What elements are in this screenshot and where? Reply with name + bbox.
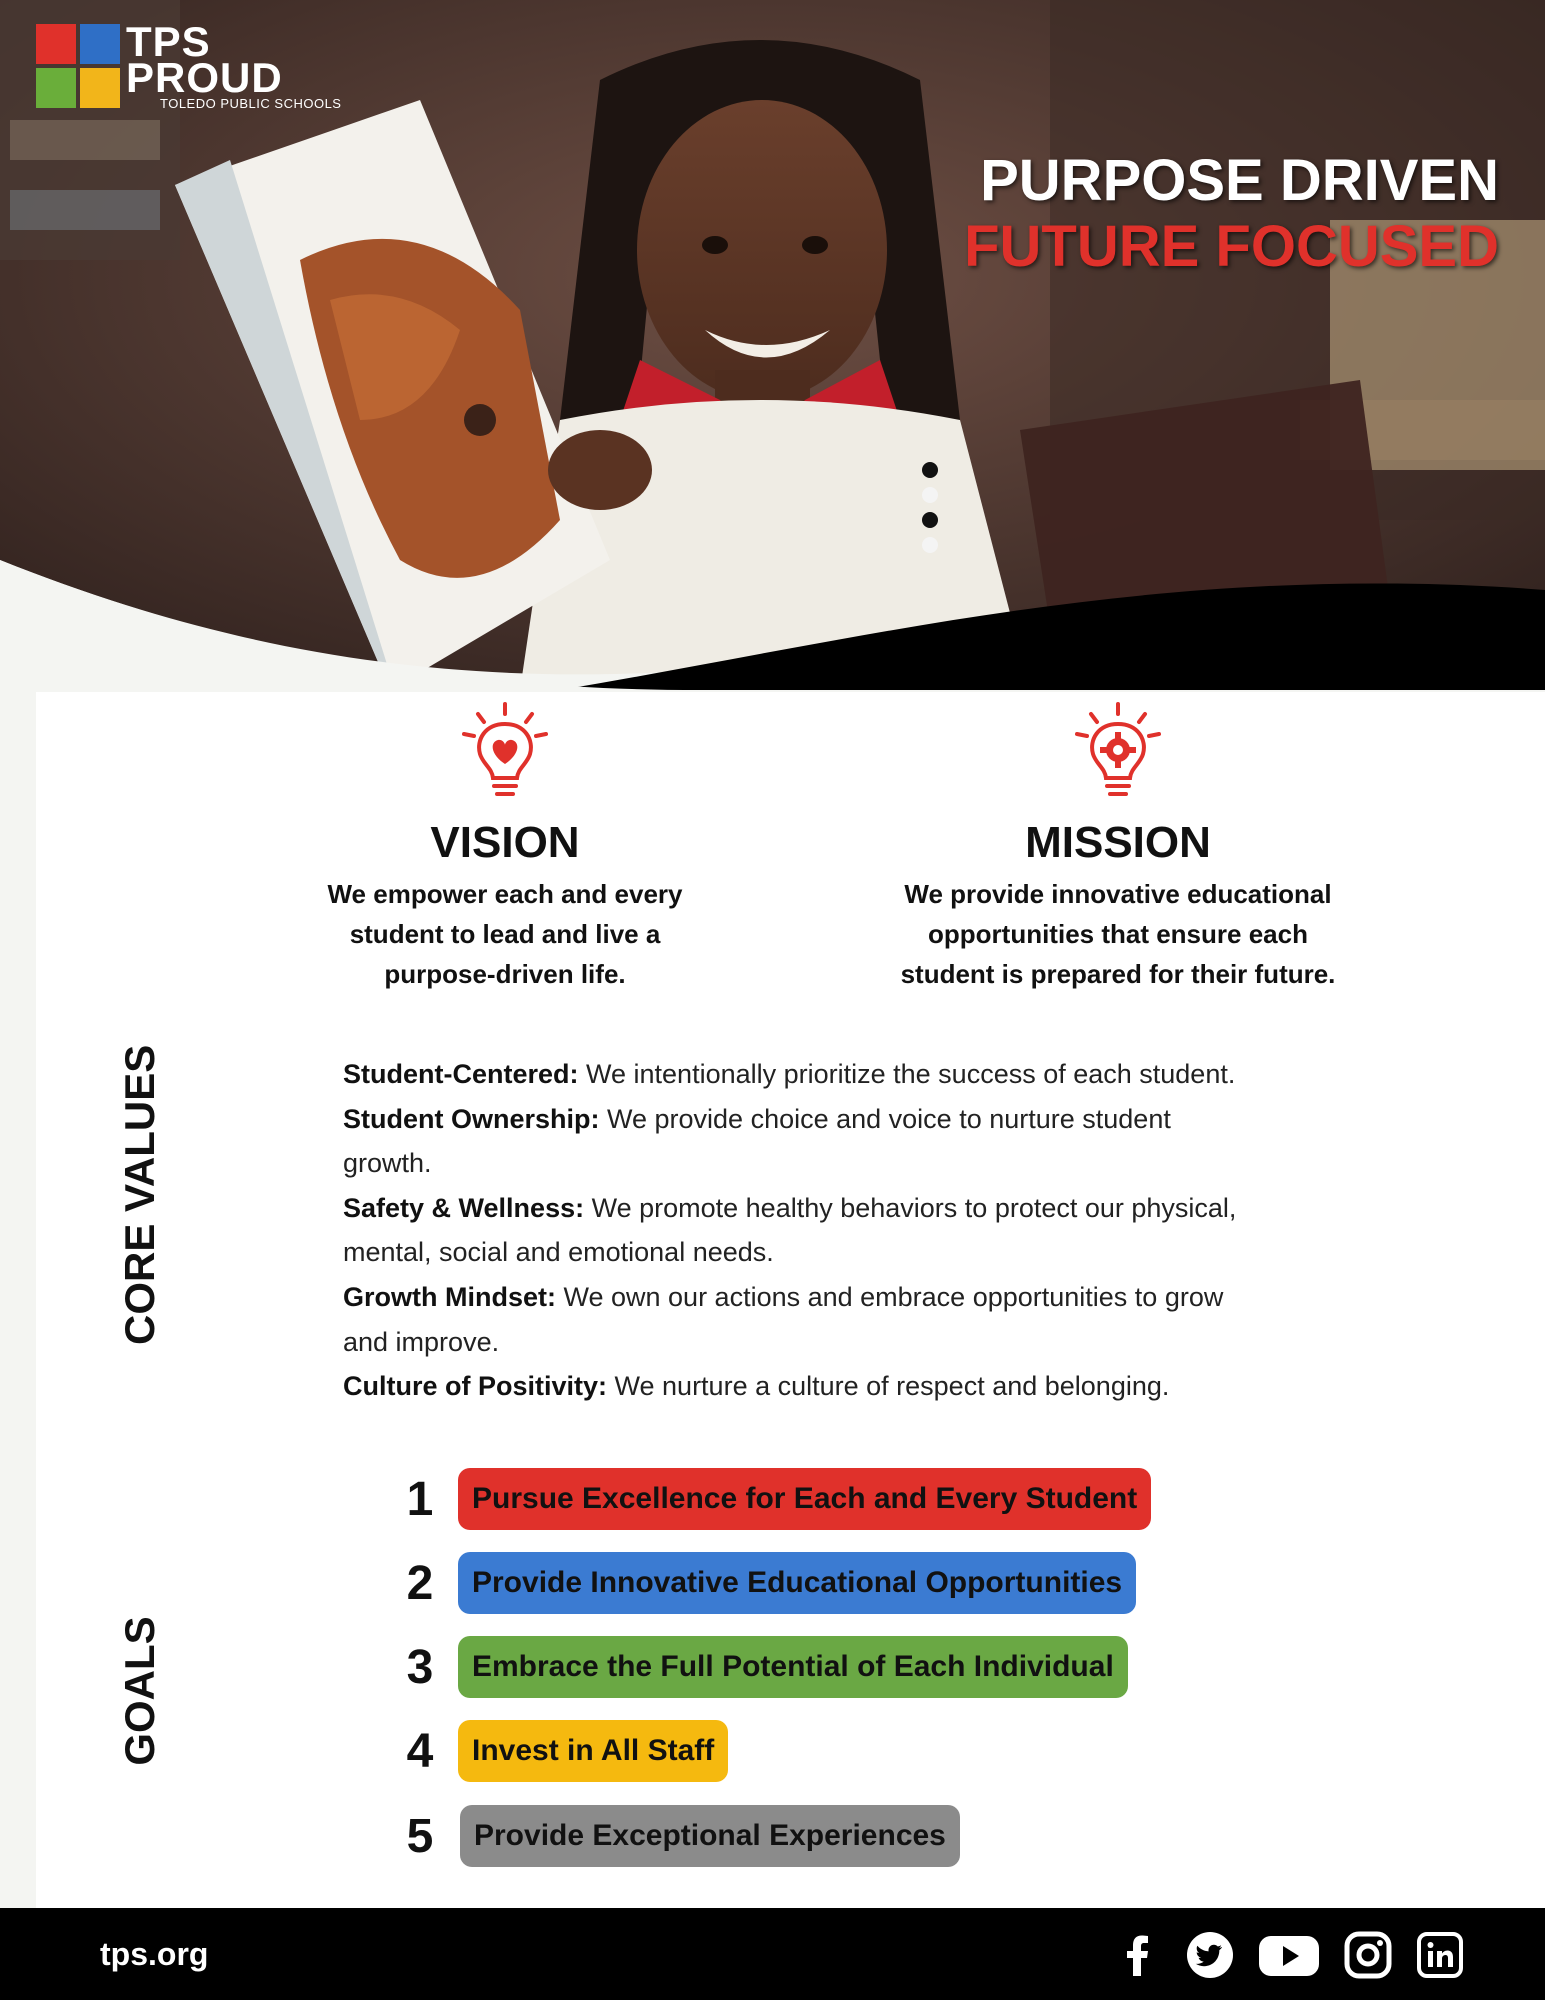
mission-title: MISSION xyxy=(1025,818,1211,867)
goals-heading: GOALS xyxy=(116,1616,163,1766)
core-value-term: Safety & Wellness: xyxy=(343,1192,585,1223)
lightbulb-heart-icon xyxy=(460,702,550,802)
linkedin-icon[interactable] xyxy=(1415,1930,1465,1980)
logo-tiles xyxy=(36,24,120,108)
core-value-desc: We nurture a culture of respect and belonging. xyxy=(607,1371,1170,1402)
tagline-line-1: PURPOSE DRIVEN xyxy=(980,148,1499,213)
facebook-icon[interactable] xyxy=(1113,1930,1163,1980)
core-value-term: Culture of Positivity: xyxy=(343,1371,608,1402)
goal-number: 2 xyxy=(406,1557,434,1610)
logo-line-2: PROUD xyxy=(126,54,283,101)
core-value-desc: We promote healthy behaviors to protect our physical, xyxy=(584,1192,1237,1223)
goal-label: Provide Innovative Educational Opportunities xyxy=(458,1552,1136,1614)
goal-label: Invest in All Staff xyxy=(458,1720,728,1782)
core-value-item xyxy=(343,1097,1363,1142)
core-value-desc: We provide choice and voice to nurture student xyxy=(599,1103,1171,1134)
core-value-item xyxy=(343,1275,1363,1320)
vision-line: We empower each and every xyxy=(327,879,683,909)
vision-text xyxy=(275,874,735,994)
instagram-icon[interactable] xyxy=(1343,1930,1393,1980)
mission-section xyxy=(858,692,1378,994)
logo-tile-gear-icon xyxy=(36,68,76,108)
social-links xyxy=(1113,1930,1465,1980)
core-value-item xyxy=(343,1052,1363,1097)
goal-label: Embrace the Full Potential of Each Individual xyxy=(458,1636,1128,1698)
vision-title: VISION xyxy=(430,818,580,867)
mission-text xyxy=(858,874,1378,994)
core-value-desc: We intentionally prioritize the success of each student. xyxy=(578,1059,1236,1089)
core-value-term: Student-Centered: xyxy=(343,1059,579,1089)
youtube-icon[interactable] xyxy=(1257,1930,1321,1980)
footer xyxy=(0,1908,1545,2000)
core-value-desc-cont: growth. xyxy=(343,1148,432,1179)
goal-number: 5 xyxy=(406,1810,434,1863)
vision-section xyxy=(275,692,735,994)
lightbulb-gear-icon xyxy=(1073,702,1163,802)
twitter-icon[interactable] xyxy=(1185,1930,1235,1980)
logo-line-1: TPS xyxy=(126,18,211,65)
core-value-desc-cont: mental, social and emotional needs. xyxy=(343,1237,774,1268)
goal-number: 1 xyxy=(406,1473,434,1526)
core-value-term: Student Ownership: xyxy=(343,1103,600,1134)
logo-subtitle: TOLEDO PUBLIC SCHOOLS xyxy=(160,96,342,111)
website-link[interactable]: tps.org xyxy=(100,1936,209,1972)
core-value-desc: We own our actions and embrace opportunities to grow xyxy=(555,1281,1224,1312)
core-value-item xyxy=(343,1364,1363,1409)
logo-tile-graduation-icon xyxy=(80,24,120,64)
mission-line: opportunities that ensure each xyxy=(928,919,1308,949)
goal-label: Provide Exceptional Experiences xyxy=(460,1805,960,1867)
goal-label: Pursue Excellence for Each and Every Student xyxy=(458,1468,1151,1530)
logo-tile-music-icon xyxy=(80,68,120,108)
vision-line: purpose-driven life. xyxy=(384,959,626,989)
goal-number: 4 xyxy=(406,1725,434,1778)
logo-tile-apple-icon xyxy=(36,24,76,64)
hero-tagline xyxy=(964,148,1499,280)
tps-proud-logo[interactable] xyxy=(36,18,366,112)
core-value-item xyxy=(343,1186,1363,1231)
core-value-desc-cont: and improve. xyxy=(343,1326,500,1357)
hero-banner xyxy=(0,0,1545,690)
content-panel xyxy=(36,692,1545,1908)
core-value-term: Growth Mindset: xyxy=(343,1281,556,1312)
core-values-list xyxy=(343,1052,1363,1409)
mission-line: student is prepared for their future. xyxy=(900,959,1336,989)
vision-line: student to lead and live a xyxy=(349,919,661,949)
goal-number: 3 xyxy=(406,1641,434,1694)
tagline-line-2: FUTURE FOCUSED xyxy=(964,214,1499,279)
core-values-heading: CORE VALUES xyxy=(116,1044,163,1345)
mission-line: We provide innovative educational xyxy=(904,879,1332,909)
